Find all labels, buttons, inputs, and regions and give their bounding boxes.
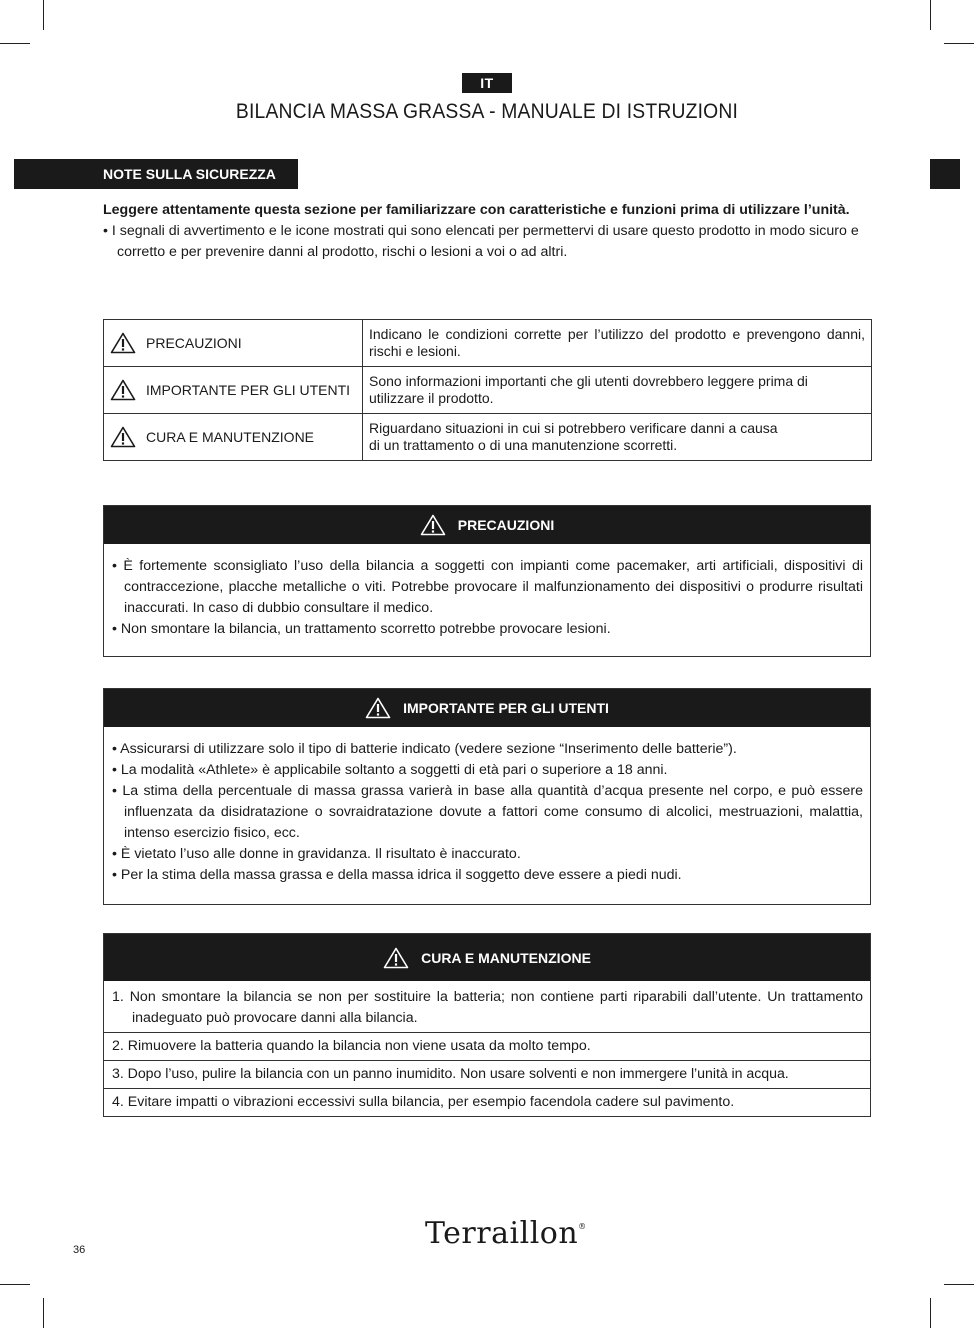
legend-description: Indicano le condizioni corrette per l’utilizzo del prodotto e prevengono danni, rischi e lesioni.	[363, 320, 872, 367]
legend-label: CURA E MANUTENZIONE	[146, 428, 315, 445]
registered-mark: ®	[578, 1222, 587, 1231]
legend-description-line: di un trattamento o di una manutenzione scorretti.	[369, 437, 678, 453]
care-header	[104, 934, 870, 981]
important-box	[103, 688, 871, 905]
intro-bullet: • I segnali di avvertimento e le icone mostrati qui sono elencati per permettervi di usare questo prodotto in modo sicuro e corretto e per prevenire danni al prodotto, rischi o lesioni a voi o ad altri.	[103, 223, 859, 260]
warning-triangle-icon	[365, 697, 391, 719]
list-item: • La modalità «Athlete» è applicabile soltanto a soggetti di età pari o superiore a 18 anni.	[112, 762, 668, 778]
table-row	[104, 414, 872, 461]
list-item	[104, 981, 870, 1032]
legend-key	[104, 414, 363, 461]
warning-triangle-icon	[110, 332, 136, 354]
side-tab-marker	[930, 159, 960, 189]
list-item: • La stima della percentuale di massa grassa varierà in base alla quantità d’acqua presente nel corpo, e può essere influenzata da disidratazione o sovraidratazione dovute a fattori come consumo di alcolici, mestruazioni, malattia, intenso esercizio fisico, ecc.	[112, 783, 863, 841]
list-item: 2. Rimuovere la batteria quando la bilancia non viene usata da molto tempo.	[104, 1032, 870, 1060]
legend-description-line: Riguardano situazioni in cui si potrebbero verificare danni a causa	[369, 420, 778, 436]
list-item: • È vietato l’uso alle donne in gravidanza. Il risultato è inaccurato.	[112, 846, 521, 862]
precautions-box	[103, 505, 871, 657]
crop-mark	[944, 43, 974, 44]
crop-mark	[0, 43, 30, 44]
crop-mark	[930, 0, 931, 30]
precautions-list	[104, 544, 870, 640]
list-item: 4. Evitare impatti o vibrazioni eccessivi sulla bilancia, per esempio facendola cadere sul pavimento.	[104, 1088, 870, 1116]
language-tag: IT	[462, 73, 512, 93]
legend-description	[363, 414, 872, 461]
crop-mark	[43, 0, 44, 30]
legend-key	[104, 367, 363, 414]
crop-mark	[930, 1298, 931, 1328]
brand-logo	[425, 1216, 587, 1251]
warning-triangle-icon	[110, 426, 136, 448]
intro-bold-text: Leggere attentamente questa sezione per familiarizzare con caratteristiche e funzioni prima di utilizzare l’unità.	[103, 202, 850, 218]
warning-triangle-icon	[383, 947, 409, 969]
crop-mark	[944, 1284, 974, 1285]
warning-triangle-icon	[110, 379, 136, 401]
warning-legend-table	[103, 319, 872, 461]
list-item: • Assicurarsi di utilizzare solo il tipo di batterie indicato (vedere sezione “Inserimento delle batterie”).	[112, 741, 737, 757]
list-item: • È fortemente sconsigliato l’uso della bilancia a soggetti con impianti come pacemaker, arti artificiali, dispositivi di contraccezione, placche metalliche o viti. Potrebbe provocare il malfunzionamento dei dispositivi o produrre risultati inaccurati. In caso di dubbio consultare il medico.	[112, 558, 863, 616]
brand-name: Terraillon	[425, 1216, 579, 1251]
table-row	[104, 367, 872, 414]
list-item: 3. Dopo l’uso, pulire la bilancia con un panno inumidito. Non usare solventi e non immergere l’unità in acqua.	[104, 1060, 870, 1088]
precautions-header	[104, 506, 870, 544]
table-row	[104, 320, 872, 367]
important-title: IMPORTANTE PER GLI UTENTI	[403, 700, 609, 716]
section-title: NOTE SULLA SICUREZZA	[14, 159, 298, 189]
legend-key	[104, 320, 363, 367]
important-header	[104, 689, 870, 727]
crop-mark	[43, 1298, 44, 1328]
care-item-text: 1. Non smontare la bilancia se non per sostituire la batteria; non contiene parti riparabili dall’utente. Un trattamento inadeguato può provocare danni alla bilancia.	[112, 989, 863, 1026]
care-title: CURA E MANUTENZIONE	[421, 949, 591, 966]
warning-triangle-icon	[420, 514, 446, 536]
document-title: BILANCIA MASSA GRASSA - MANUALE DI ISTRUZIONI	[235, 100, 739, 123]
list-item: • Non smontare la bilancia, un trattamento scorretto potrebbe provocare lesioni.	[112, 621, 611, 637]
crop-mark	[0, 1284, 30, 1285]
legend-description: Sono informazioni importanti che gli utenti dovrebbero leggere prima di utilizzare il prodotto.	[363, 367, 872, 414]
legend-label: IMPORTANTE PER GLI UTENTI	[146, 381, 351, 398]
page-number: 36	[73, 1244, 86, 1256]
legend-label: PRECAUZIONI	[146, 334, 242, 351]
intro	[103, 200, 871, 263]
precautions-title: PRECAUZIONI	[457, 517, 555, 533]
care-box	[103, 933, 871, 1117]
list-item: • Per la stima della massa grassa e della massa idrica il soggetto deve essere a piedi nudi.	[112, 867, 682, 883]
important-list	[104, 727, 870, 886]
